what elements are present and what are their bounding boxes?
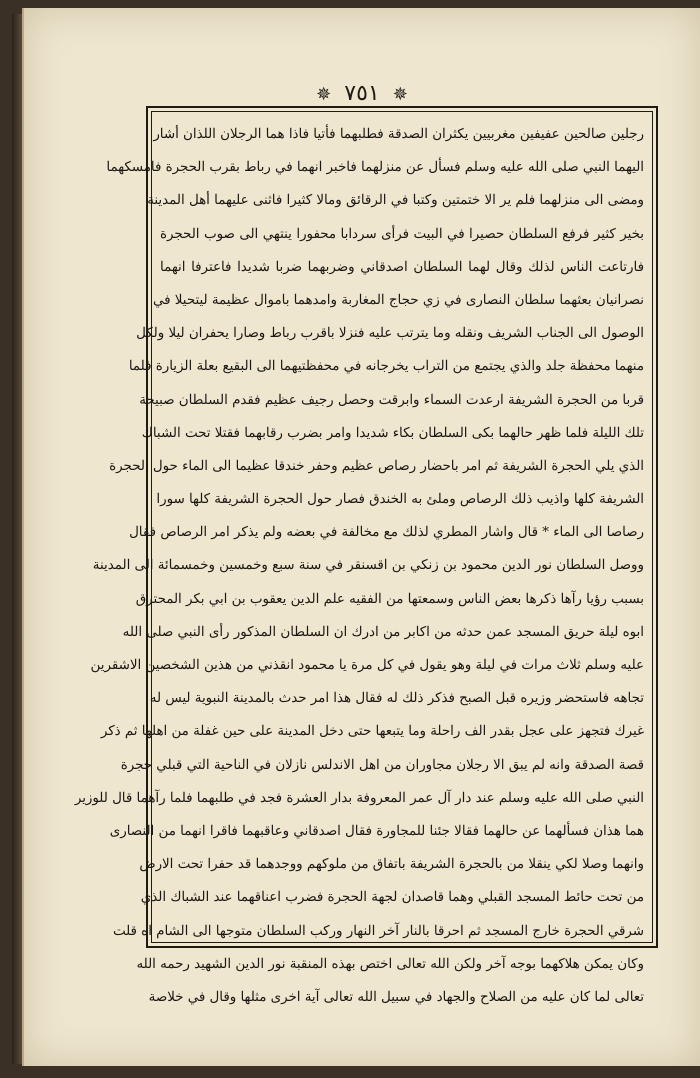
text-line: فارتاعت الناس لذلك وقال لهما السلطان اصدقاني وضربهما ضربا شديدا فاعترفا انهما (160, 259, 644, 275)
text-line: تعالى لما كان عليه من الصلاح والجهاد في سبيل الله تعالى آية اخرى مثلها وقال في خلاصة (148, 989, 644, 1005)
text-line: نصرانيان بعثهما سلطان النصارى في زي حجاج المغاربة وامدهما باموال عظيمة ليتحيلا في (152, 292, 644, 308)
page-header (24, 80, 700, 109)
manuscript-page (22, 8, 700, 1066)
text-line: ابوه ليلة حريق المسجد عمن حدثه من اكابر من ادرك ان السلطان المذكور رأى النبي صلى الله (122, 624, 644, 640)
text-line: بخير كثير فرفع السلطان حصيرا في البيت فرأى سردابا محفورا ينتهي الى صوب الحجرة (160, 226, 644, 242)
ornament-star-icon: ✵ (392, 84, 408, 105)
text-line: بسبب رؤيا رآها ذكرها بعض الناس وسمعتها من الفقيه علم الدين يعقوب بن ابي بكر المحترق (135, 591, 644, 607)
ornament-star-icon: ✵ (316, 84, 332, 105)
text-line: وانهما وصلا لكي ينقلا من بالحجرة الشريفة باتفاق من ملوكهم ووجدهما قد حفرا تحت الارض (139, 857, 644, 873)
text-line: من تحت حائط المسجد القبلي وهما قاصدان لجهة الحجرة فضرب اعناقهما عند الشباك الذي (140, 890, 644, 906)
text-line: الوصول الى الجناب الشريف ونقله وما يترتب عليه فنزلا باقرب رباط وصارا يحفران ليلا ولكل (136, 326, 644, 342)
text-line: شرقي الحجرة خارج المسجد ثم احرقا بالنار آخر النهار وركب السلطان متوجها الى الشام اه قلت (112, 923, 644, 939)
text-line: وكان يمكن هلاكهما بوجه آخر ولكن الله تعالى اختص بهذه المنقبة نور الدين الشهيد رحمه الله (136, 956, 644, 972)
text-line: ومضى الى منزلهما فلم ير الا ختمتين وكتبا في الرقائق ومالا كثيرا فاثنى عليهما أهل المدينة (147, 193, 644, 209)
text-line: الشريفة كلها واذيب ذلك الرصاص وملئ به الخندق فصار حول الحجرة الشريفة كلها سورا (156, 492, 644, 508)
text-line: تلك الليلة فلما ظهر حالهما بكى السلطان بكاء شديدا وامر بضرب رقابهما فقتلا تحت الشباك (141, 425, 644, 441)
page-number: ٧٥١ (344, 81, 380, 106)
text-line: منهما محفظة جلد والذي يجتمع من التراب يخرجانه في محفظتيهما الى البقيع بعلة الزيارة فلما (128, 359, 644, 375)
text-line: ووصل السلطان نور الدين محمود بن زنكي بن اقسنقر في سنة سبع وخمسين وخمسمائة الى المدينة (92, 558, 644, 574)
text-frame-inner (74, 111, 653, 1005)
text-line: قصة الصدقة وانه لم يبق الا رجلان مجاوران من اهل الاندلس نازلان في الناحية التي قبلي حجرة (120, 757, 644, 773)
text-line: قربا من الحجرة الشريفة ارعدت السماء وابرقت وحصل رجيف عظيم فقدم السلطان صبيحة (139, 392, 644, 408)
text-line: النبي صلى الله عليه وسلم عند دار آل عمر المعروفة بدار العشرة فجد في طلبهما فلما رآهما قال للوزير (74, 790, 644, 806)
text-line: غيرك فتجهز على عجل بقدر الف راحلة وما يتبعها حتى دخل المدينة على حين غفلة من اهلها ثم ذكر (100, 724, 644, 740)
text-line: الذي يلي الحجرة الشريفة ثم امر باحضار رصاص عظيم وحفر خندقا عظيما الى الماء حول الحجرة (109, 458, 644, 474)
body-text (74, 118, 644, 1014)
text-frame (74, 106, 658, 1005)
text-line: اليهما النبي صلى الله عليه وسلم فسأل عن منزلهما فاخبر انهما في رباط بقرب الحجرة فامسكهما (106, 160, 644, 176)
text-line: رجلين صالحين عفيفين مغربيين يكثران الصدقة فطلبهما فأتيا فاذا هما الرجلان اللذان أشار (153, 127, 644, 142)
text-line: تجاهه فاستحضر وزيره قبل الصبح فذكر ذلك له فقال هذا امر حدث بالمدينة النبوية ليس له (149, 691, 644, 707)
text-line: عليه وسلم ثلاث مرات في ليلة وهو يقول في كل مرة يا محمود انقذني من هذين الشخصين الاشقرين (90, 658, 644, 673)
text-line: رصاصا الى الماء * قال واشار المطري لذلك مع مخالفة في بعضه ولم يذكر امر الرصاص فقال (129, 525, 644, 541)
text-line: هما هذان فسألهما عن حالهما فقالا جئنا للمجاورة فقال اصدقاني وعاقبهما فاقرا انهما من النصارى (109, 823, 644, 839)
